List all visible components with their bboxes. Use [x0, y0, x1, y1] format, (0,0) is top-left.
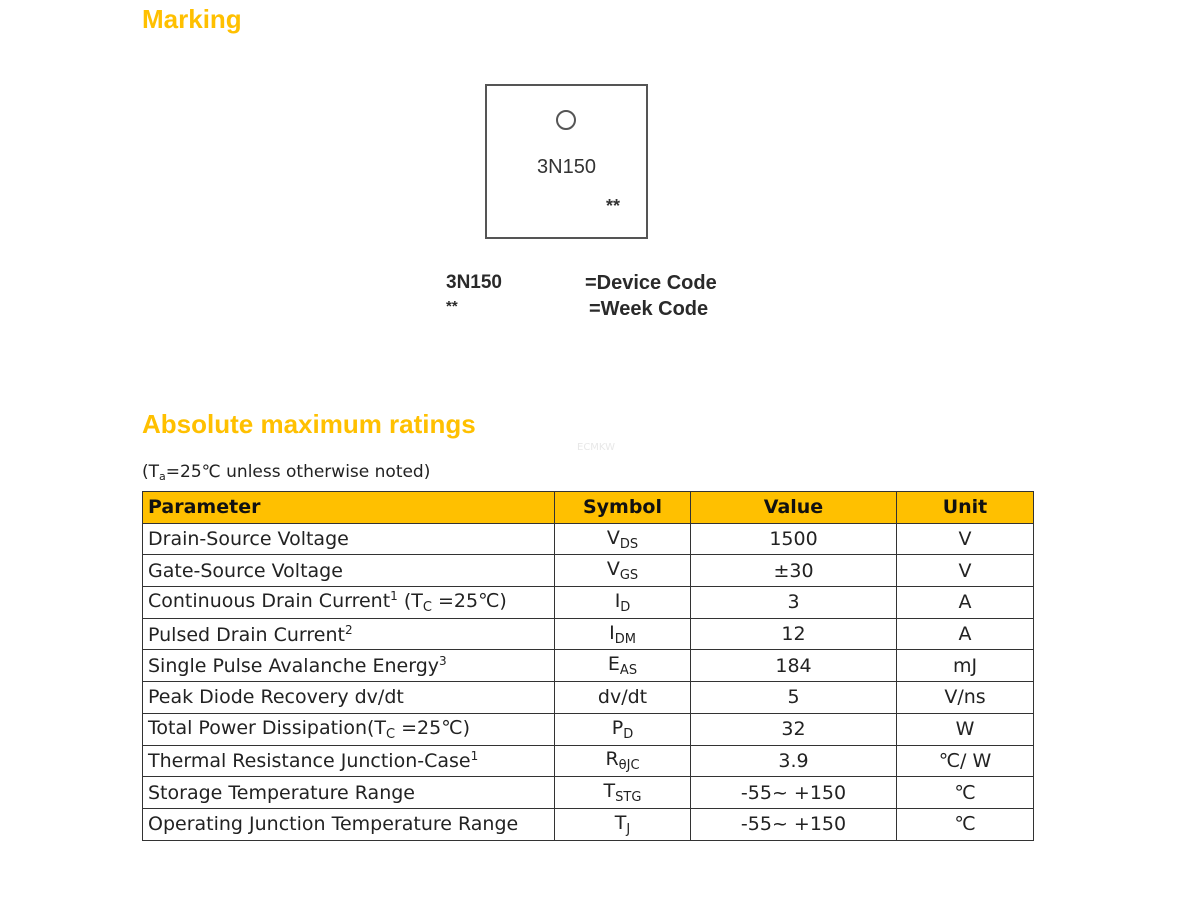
parameter-condition-rest: =25℃) [395, 716, 470, 739]
condition-sub: a [159, 470, 166, 483]
cell-unit: ℃ [897, 808, 1034, 840]
symbol-main: T [603, 780, 616, 803]
condition-rest: =25℃ unless otherwise noted) [165, 462, 431, 482]
symbol-subscript: DM [614, 631, 636, 647]
table-row [143, 587, 1034, 619]
table-row [143, 745, 1034, 777]
marking-title: Marking [142, 4, 242, 34]
footnote-ref: 2 [344, 622, 353, 637]
cell-unit: V [897, 555, 1034, 587]
cell-unit: mJ [897, 650, 1034, 682]
cell-value: 5 [691, 682, 897, 714]
table-row [143, 713, 1034, 745]
cell-parameter [143, 523, 555, 555]
ratings-table-body [143, 523, 1034, 840]
cell-symbol [555, 745, 691, 777]
cell-parameter [143, 618, 555, 650]
legend-value-device: =Device Code [585, 272, 717, 294]
cell-unit: W [897, 713, 1034, 745]
symbol-main: T [614, 811, 627, 834]
cell-unit: A [897, 587, 1034, 619]
cell-symbol [555, 523, 691, 555]
legend-key-device: 3N150 [446, 272, 502, 293]
cell-unit: ℃ [897, 777, 1034, 809]
cell-parameter [143, 555, 555, 587]
symbol-subscript: J [626, 821, 631, 837]
cell-parameter [143, 745, 555, 777]
cell-value: ±30 [691, 555, 897, 587]
chip-device-code: 3N150 [537, 156, 596, 178]
header-value: Value [691, 492, 897, 524]
symbol-main: V [606, 526, 620, 549]
footnote-ref: 1 [390, 589, 398, 604]
symbol-subscript: STG [615, 790, 642, 806]
cell-parameter [143, 777, 555, 809]
table-row [143, 555, 1034, 587]
parameter-condition: (T [397, 590, 423, 613]
watermark: ECMKW [577, 442, 616, 453]
chip-week-code: ** [606, 196, 621, 216]
condition-open: (T [142, 462, 160, 482]
cell-unit: A [897, 618, 1034, 650]
parameter-text: Total Power Dissipation [148, 716, 367, 739]
symbol-subscript: D [623, 726, 634, 742]
cell-parameter [143, 808, 555, 840]
parameter-condition-rest: =25℃) [431, 590, 507, 613]
cell-value: -55~ +150 [691, 777, 897, 809]
cell-symbol [555, 618, 691, 650]
cell-symbol [555, 777, 691, 809]
parameter-text: Operating Junction Temperature Range [148, 813, 519, 836]
legend-value-week: =Week Code [589, 298, 709, 320]
cell-symbol [555, 682, 691, 714]
symbol-main: I [614, 589, 621, 612]
symbol-main: dv/dt [597, 686, 648, 709]
cell-value: 184 [691, 650, 897, 682]
cell-symbol [555, 713, 691, 745]
table-header-row [143, 492, 1034, 524]
table-row [143, 618, 1034, 650]
table-row [143, 523, 1034, 555]
conditions-note [142, 462, 430, 483]
symbol-subscript: D [620, 599, 631, 615]
cell-symbol [555, 587, 691, 619]
cell-parameter [143, 650, 555, 682]
parameter-text: Single Pulse Avalanche Energy [148, 655, 439, 678]
parameter-condition: (T [366, 716, 387, 739]
cell-unit: V/ns [897, 682, 1034, 714]
header-unit: Unit [897, 492, 1034, 524]
package-marking-diagram [485, 84, 648, 239]
parameter-text: Pulsed Drain Current [148, 623, 345, 646]
parameter-text: Continuous Drain Current [148, 590, 391, 613]
parameter-text: Thermal Resistance Junction-Case [148, 750, 471, 773]
cell-value: 3.9 [691, 745, 897, 777]
cell-unit: ℃/ W [897, 745, 1034, 777]
cell-symbol [555, 555, 691, 587]
parameter-text: Peak Diode Recovery dv/dt [148, 686, 404, 709]
parameter-text: Storage Temperature Range [148, 781, 415, 804]
cell-parameter [143, 682, 555, 714]
table-row [143, 682, 1034, 714]
legend-key-week: ** [446, 298, 458, 315]
parameter-condition-sub: C [422, 600, 432, 616]
cell-symbol [555, 808, 691, 840]
parameter-text: Drain-Source Voltage [148, 528, 349, 551]
symbol-main: R [605, 748, 619, 771]
cell-parameter [143, 713, 555, 745]
cell-parameter [143, 587, 555, 619]
symbol-subscript: AS [619, 663, 638, 679]
table-row [143, 650, 1034, 682]
ratings-table [142, 491, 1034, 841]
cell-value: 12 [691, 618, 897, 650]
cell-value: 32 [691, 713, 897, 745]
cell-unit: V [897, 523, 1034, 555]
parameter-condition-sub: C [386, 726, 396, 742]
cell-value: 3 [691, 587, 897, 619]
symbol-main: P [611, 716, 624, 739]
cell-value: 1500 [691, 523, 897, 555]
symbol-main: E [607, 653, 620, 676]
symbol-subscript: DS [619, 536, 639, 552]
ratings-title: Absolute maximum ratings [142, 409, 476, 439]
cell-value: -55~ +150 [691, 808, 897, 840]
symbol-main: V [606, 558, 620, 581]
footnote-ref: 1 [470, 749, 479, 764]
symbol-subscript: GS [619, 568, 639, 584]
symbol-subscript: θJC [618, 758, 640, 774]
table-row [143, 777, 1034, 809]
table-row [143, 808, 1034, 840]
footnote-ref: 3 [439, 654, 447, 669]
cell-symbol [555, 650, 691, 682]
header-symbol: Symbol [555, 492, 691, 524]
parameter-text: Gate-Source Voltage [148, 559, 343, 582]
symbol-main: I [609, 621, 615, 644]
pin1-dot-icon [556, 110, 576, 130]
header-parameter: Parameter [143, 492, 555, 524]
